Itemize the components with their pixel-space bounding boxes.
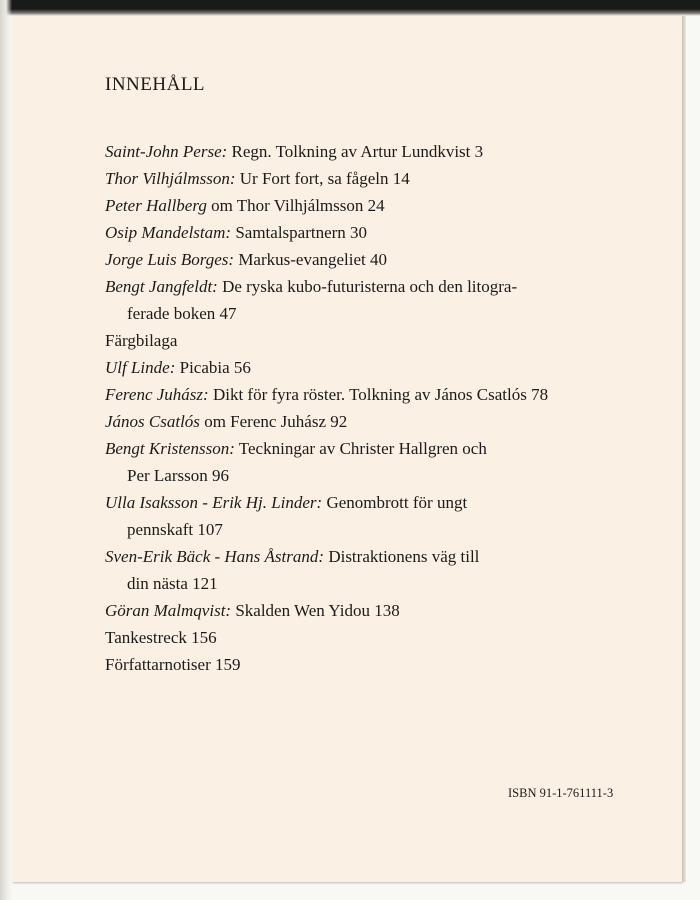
toc-author: Saint-John Perse: — [105, 142, 228, 161]
toc-author: Jorge Luis Borges: — [105, 250, 235, 269]
table-of-contents — [105, 138, 645, 678]
toc-entry — [105, 435, 645, 489]
toc-title: Tankestreck 156 — [105, 628, 217, 647]
toc-entry — [105, 408, 645, 435]
toc-title: Dikt för fyra röster. Tolkning av János Csatlós 78 — [208, 385, 549, 404]
toc-author: Bengt Jangfeldt: — [105, 277, 218, 296]
toc-author: János Csatlós — [105, 412, 200, 431]
toc-entry — [105, 651, 645, 678]
scan-top-edge — [0, 0, 700, 16]
toc-entry — [105, 246, 645, 273]
toc-entry — [105, 219, 645, 246]
toc-author: Ulla Isaksson - Erik Hj. Linder: — [105, 493, 323, 512]
toc-entry — [105, 489, 645, 543]
toc-entry — [105, 624, 645, 651]
toc-title: Författarnotiser 159 — [105, 655, 241, 674]
toc-title: Färgbilaga — [105, 331, 178, 350]
toc-title: Teckningar av Christer Hallgren och — [234, 439, 487, 458]
toc-entry — [105, 192, 645, 219]
toc-title: Regn. Tolkning av Artur Lundkvist 3 — [227, 142, 484, 161]
toc-title: om Thor Vilhjálmsson 24 — [206, 196, 385, 215]
toc-author: Ulf Linde: — [105, 358, 176, 377]
toc-author: Sven-Erik Bäck - Hans Åstrand: — [105, 547, 325, 566]
scan-left-edge — [0, 0, 12, 900]
toc-entry — [105, 354, 645, 381]
toc-title: Skalden Wen Yidou 138 — [231, 601, 400, 620]
toc-author: Bengt Kristensson: — [105, 439, 235, 458]
toc-entry — [105, 327, 645, 354]
page-heading: INNEHÅLL — [105, 74, 206, 95]
toc-entry — [105, 165, 645, 192]
isbn-number: ISBN 91-1-761111-3 — [508, 786, 614, 800]
toc-continuation: ferade boken 47 — [127, 304, 237, 323]
toc-entry — [105, 597, 645, 624]
toc-author: Thor Vilhjálmsson: — [105, 169, 236, 188]
toc-title: Ur Fort fort, sa fågeln 14 — [235, 169, 410, 188]
toc-entry — [105, 381, 645, 408]
toc-entry — [105, 543, 645, 597]
toc-title: Distraktionens väg till — [324, 547, 480, 566]
toc-author: Peter Hallberg — [105, 196, 207, 215]
toc-title: De ryska kubo-futuristerna och den litogra- — [217, 277, 518, 296]
toc-title: Markus-evangeliet 40 — [234, 250, 388, 269]
toc-title: Samtalspartnern 30 — [231, 223, 368, 242]
toc-continuation: pennskaft 107 — [127, 520, 223, 539]
toc-entry — [105, 138, 645, 165]
toc-title: om Ferenc Juhász 92 — [199, 412, 348, 431]
toc-author: Osip Mandelstam: — [105, 223, 232, 242]
toc-continuation: Per Larsson 96 — [127, 466, 229, 485]
toc-author: Göran Malmqvist: — [105, 601, 232, 620]
toc-entry — [105, 273, 645, 327]
toc-title: Genombrott för ungt — [322, 493, 468, 512]
toc-title: Picabia 56 — [175, 358, 251, 377]
toc-continuation: din nästa 121 — [127, 574, 218, 593]
paper-right-edge — [682, 16, 686, 882]
toc-author: Ferenc Juhász: — [105, 385, 209, 404]
